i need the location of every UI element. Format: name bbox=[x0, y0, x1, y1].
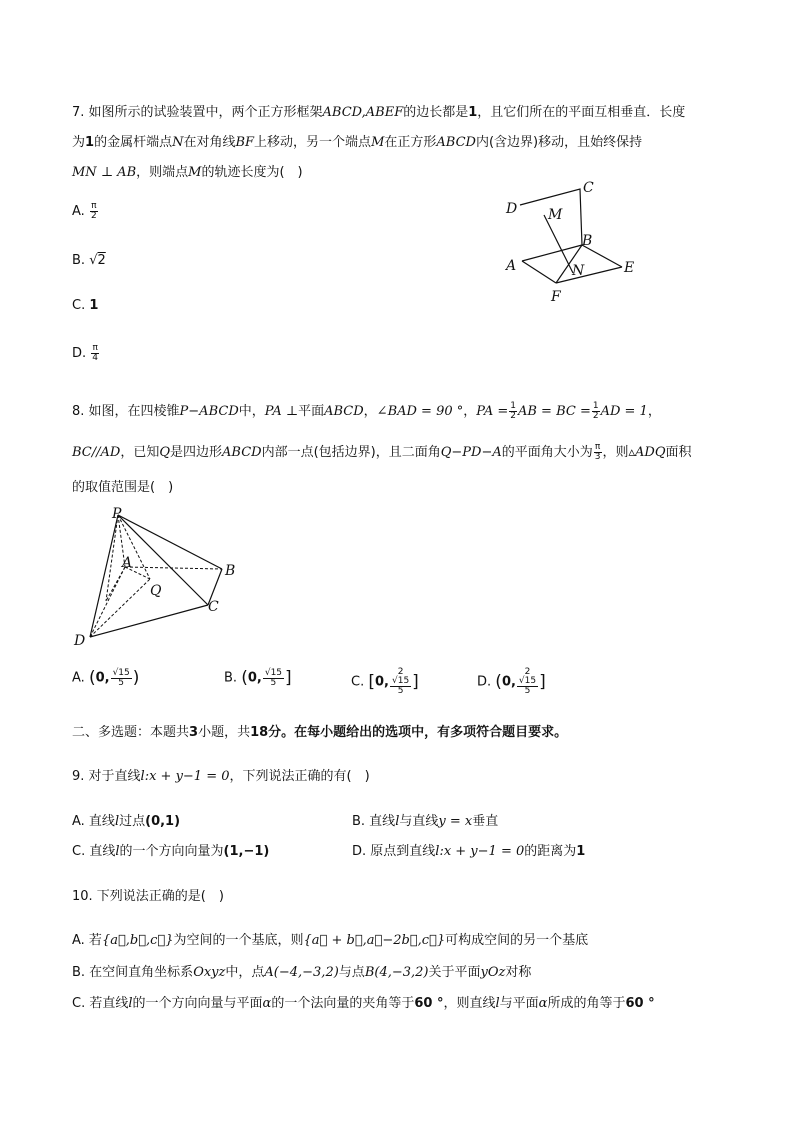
option-label: B. bbox=[224, 670, 238, 686]
option-label: D. bbox=[72, 346, 87, 361]
label-d: D bbox=[506, 201, 518, 217]
edge-af bbox=[522, 261, 556, 283]
text: 所成的角等于 bbox=[547, 996, 626, 1011]
fraction bbox=[91, 344, 99, 363]
math: l bbox=[115, 844, 120, 859]
segment-a-foot bbox=[106, 567, 125, 601]
text: 垂直 bbox=[472, 814, 499, 829]
text: 的取值范围是( ) bbox=[72, 480, 174, 495]
bracket-open: [ bbox=[368, 672, 375, 692]
q7-figure bbox=[500, 175, 650, 310]
math: Q bbox=[159, 445, 170, 460]
math: B(4,−3,2) bbox=[364, 965, 429, 980]
q7-stem-line2 bbox=[72, 134, 642, 152]
denominator: 2 bbox=[592, 411, 599, 421]
option-label: A. bbox=[72, 204, 85, 219]
bracket-open: ( bbox=[495, 672, 502, 692]
text: 的一个方向向量与平面 bbox=[132, 996, 263, 1011]
math: 3 bbox=[189, 725, 199, 740]
math: l:x + y−1 = 0 bbox=[140, 769, 230, 784]
label-p: P bbox=[112, 506, 122, 522]
interval-start: 0, bbox=[247, 670, 262, 686]
text: ，且它们所在的平面互相垂直．长度 bbox=[477, 105, 686, 120]
numerator: π bbox=[594, 442, 601, 452]
denominator: 3 bbox=[594, 452, 601, 462]
q7-option-b[interactable] bbox=[72, 252, 106, 270]
math: l:x + y−1 = 0 bbox=[435, 844, 525, 859]
text: 为空间的一个基底，则 bbox=[173, 933, 304, 948]
text: 的一个方向向量为 bbox=[119, 844, 224, 859]
math: M bbox=[188, 165, 202, 180]
text: A. 直线 bbox=[72, 814, 115, 829]
numerator: √15 bbox=[264, 667, 283, 678]
math: α bbox=[262, 996, 272, 1011]
denominator: 2 bbox=[510, 411, 516, 421]
interval-start: 0, bbox=[375, 674, 389, 690]
q9-option-a[interactable] bbox=[72, 813, 180, 831]
text: 平面 bbox=[298, 404, 325, 419]
text: 的一个法向量的夹角等于 bbox=[271, 996, 415, 1011]
fraction bbox=[90, 202, 98, 221]
bracket-close: ] bbox=[412, 672, 419, 692]
math: ABCD bbox=[324, 404, 364, 419]
text: 对称 bbox=[505, 965, 532, 980]
text: ，则端点 bbox=[136, 165, 189, 180]
q8-option-d[interactable] bbox=[477, 668, 546, 696]
label-e: E bbox=[624, 260, 635, 276]
edge-dc bbox=[90, 605, 208, 637]
text: 中， bbox=[238, 404, 265, 419]
numerator: √15 bbox=[112, 667, 130, 678]
radicand: 2 bbox=[97, 253, 106, 268]
bracket-close: ) bbox=[132, 668, 140, 688]
coefficient: 2 bbox=[397, 667, 404, 677]
label-a: A bbox=[122, 555, 133, 571]
math: l bbox=[495, 996, 500, 1011]
fraction bbox=[263, 669, 284, 688]
q8-option-b[interactable] bbox=[224, 668, 292, 688]
math: Oxyz bbox=[193, 965, 226, 980]
denominator: 5 bbox=[524, 686, 531, 696]
label-b: B bbox=[582, 233, 593, 249]
text: B. 直线 bbox=[352, 814, 396, 829]
denominator: 2 bbox=[90, 211, 97, 221]
math: ABCD bbox=[436, 135, 476, 150]
label-f: F bbox=[551, 289, 561, 305]
q7-stem-line3 bbox=[72, 164, 303, 182]
text: 小题，共 bbox=[198, 725, 251, 740]
math: MN ⊥ AB bbox=[72, 165, 137, 180]
text: 内部一点(包括边界)，且二面角 bbox=[261, 445, 441, 460]
numerator: 1 bbox=[510, 401, 516, 411]
text: 面积 bbox=[665, 445, 692, 460]
text: 8. 如图，在四棱锥 bbox=[72, 404, 180, 419]
math: l bbox=[114, 814, 120, 829]
numerator: π bbox=[92, 343, 98, 353]
bracket-open: ( bbox=[88, 668, 96, 688]
math: Q−PD−A bbox=[440, 445, 502, 460]
fraction-half bbox=[592, 402, 600, 421]
math: BF bbox=[235, 135, 255, 150]
math: PA ⊥ bbox=[264, 404, 299, 419]
text: ， bbox=[363, 404, 377, 419]
denominator: 5 bbox=[118, 677, 125, 688]
label-m: M bbox=[548, 207, 563, 223]
text: 二、多选题：本题共 bbox=[72, 725, 190, 740]
text: 的距离为 bbox=[524, 844, 577, 859]
text: 的平面角大小为 bbox=[501, 445, 593, 460]
math: AD = 1 bbox=[600, 404, 648, 419]
edge-pb bbox=[118, 515, 222, 569]
interval-start: 0, bbox=[501, 674, 516, 690]
q10-stem bbox=[72, 888, 224, 906]
sqrt-value: √2 bbox=[89, 253, 106, 268]
square-abcd-edge bbox=[520, 189, 582, 261]
text: 是四边形 bbox=[170, 445, 223, 460]
math: 60 ° bbox=[414, 996, 444, 1011]
text: 可构成空间的另一个基底 bbox=[445, 933, 589, 948]
text: ，下列说法正确的有( ) bbox=[229, 769, 370, 784]
math: P−ABCD bbox=[179, 404, 239, 419]
bracket-open: ( bbox=[241, 668, 248, 688]
fraction bbox=[517, 668, 538, 696]
label-q: Q bbox=[150, 583, 162, 599]
math: M bbox=[371, 135, 385, 150]
math: l bbox=[128, 996, 133, 1011]
label-b: B bbox=[225, 563, 236, 579]
text: 的轨迹长度为( ) bbox=[201, 165, 303, 180]
edge-ad bbox=[90, 567, 125, 637]
text: C. 若直线 bbox=[72, 996, 129, 1011]
bracket-close: ] bbox=[285, 668, 292, 688]
text: 为 bbox=[72, 135, 86, 150]
option-label: D. bbox=[477, 674, 492, 690]
fraction-angle bbox=[594, 443, 602, 462]
fraction-half bbox=[509, 402, 517, 421]
fraction bbox=[390, 668, 411, 696]
fraction bbox=[111, 669, 132, 688]
option-value: 1 bbox=[89, 298, 99, 313]
text: ，则直线 bbox=[443, 996, 496, 1011]
rod-mn bbox=[544, 215, 573, 273]
text: A. 若 bbox=[72, 933, 102, 948]
text: 内(含边界)移动，且始终保持 bbox=[475, 135, 643, 150]
q9-stem bbox=[72, 768, 370, 786]
label-a: A bbox=[506, 258, 517, 274]
text: B. 在空间直角坐标系 bbox=[72, 965, 194, 980]
math: N bbox=[172, 135, 184, 150]
denominator: 5 bbox=[270, 677, 277, 688]
q8-option-c[interactable] bbox=[351, 668, 419, 696]
text: 分。在每小题给出的选项中，有多项符合题目要求。 bbox=[268, 725, 568, 740]
q8-stem-line2 bbox=[72, 443, 692, 462]
math: 1 bbox=[85, 135, 95, 150]
text: 在正方形 bbox=[384, 135, 437, 150]
math: (1,−1) bbox=[223, 844, 270, 859]
label-c: C bbox=[583, 180, 594, 196]
text: 10. 下列说法正确的是( ) bbox=[72, 889, 224, 904]
text: 关于平面 bbox=[428, 965, 481, 980]
q10-option-b[interactable] bbox=[72, 964, 531, 982]
math: 18 bbox=[250, 725, 269, 740]
denominator: 4 bbox=[92, 353, 99, 363]
q9-option-d[interactable] bbox=[352, 843, 585, 861]
text: 中，点 bbox=[225, 965, 265, 980]
label-c: C bbox=[208, 599, 219, 615]
text: ， bbox=[463, 404, 477, 419]
section-heading-multi-choice bbox=[72, 724, 567, 742]
option-label: B. bbox=[72, 253, 86, 268]
q8-stem-line3 bbox=[72, 479, 173, 497]
option-label: C. bbox=[72, 298, 86, 313]
math: {a⃗ + b⃗,a⃗−2b⃗,c⃗} bbox=[303, 933, 446, 948]
math: {a⃗,b⃗,c⃗} bbox=[101, 933, 174, 948]
math: 60 ° bbox=[625, 996, 655, 1011]
option-label: A. bbox=[72, 670, 85, 686]
q8-stem-line1 bbox=[72, 402, 661, 421]
text: ，则 bbox=[602, 445, 629, 460]
q9-option-b[interactable] bbox=[352, 813, 498, 831]
text: C. 直线 bbox=[72, 844, 116, 859]
math: ▵ADQ bbox=[628, 445, 666, 460]
math: A(−4,−3,2) bbox=[264, 965, 339, 980]
math: yOz bbox=[480, 965, 506, 980]
q7-option-c[interactable] bbox=[72, 297, 98, 315]
q8-option-a[interactable] bbox=[72, 668, 139, 688]
math: 1 bbox=[468, 105, 478, 120]
math: 1 bbox=[576, 844, 586, 859]
q10-option-c[interactable] bbox=[72, 995, 655, 1013]
text: 在对角线 bbox=[183, 135, 236, 150]
q9-option-c[interactable] bbox=[72, 843, 269, 861]
text: 9. 对于直线 bbox=[72, 769, 141, 784]
edge-pd bbox=[90, 515, 118, 637]
text: 与直线 bbox=[399, 814, 439, 829]
numerator: 1 bbox=[592, 401, 599, 411]
q7-stem-line1 bbox=[72, 104, 685, 122]
text: ，已知 bbox=[120, 445, 160, 460]
option-label: C. bbox=[351, 674, 365, 690]
text: ， bbox=[647, 404, 661, 419]
q8-figure bbox=[70, 505, 240, 650]
text: 与点 bbox=[338, 965, 365, 980]
bracket-close: ] bbox=[539, 672, 546, 692]
text: 过点 bbox=[119, 814, 146, 829]
text: 的边长都是 bbox=[403, 105, 469, 120]
text: 的金属杆端点 bbox=[94, 135, 173, 150]
math: ∠BAD = 90 ° bbox=[376, 404, 464, 419]
math: ABCD,ABEF bbox=[322, 105, 404, 120]
math: BC//AD bbox=[72, 445, 121, 460]
numerator: π bbox=[91, 201, 97, 211]
math: PA = bbox=[476, 404, 509, 419]
text: 与平面 bbox=[499, 996, 539, 1011]
math: l bbox=[395, 814, 400, 829]
interval-start: 0, bbox=[95, 670, 110, 686]
math: y = x bbox=[438, 814, 473, 829]
math: ABCD bbox=[222, 445, 262, 460]
math: (0,1) bbox=[145, 814, 181, 829]
label-d: D bbox=[74, 633, 86, 649]
numerator: √15 bbox=[391, 676, 410, 686]
math: AB = BC = bbox=[517, 404, 591, 419]
coefficient: 2 bbox=[524, 667, 531, 677]
q7-option-d[interactable] bbox=[72, 344, 100, 363]
q10-option-a[interactable] bbox=[72, 932, 588, 950]
denominator: 5 bbox=[397, 686, 404, 696]
numerator: √15 bbox=[518, 676, 537, 686]
math: α bbox=[538, 996, 548, 1011]
label-n: N bbox=[572, 263, 585, 279]
q7-option-a[interactable] bbox=[72, 202, 99, 221]
edge-ab bbox=[125, 567, 222, 569]
text: 上移动，另一个端点 bbox=[254, 135, 372, 150]
text: 7. 如图所示的试验装置中，两个正方形框架 bbox=[72, 105, 323, 120]
text: D. 原点到直线 bbox=[352, 844, 436, 859]
